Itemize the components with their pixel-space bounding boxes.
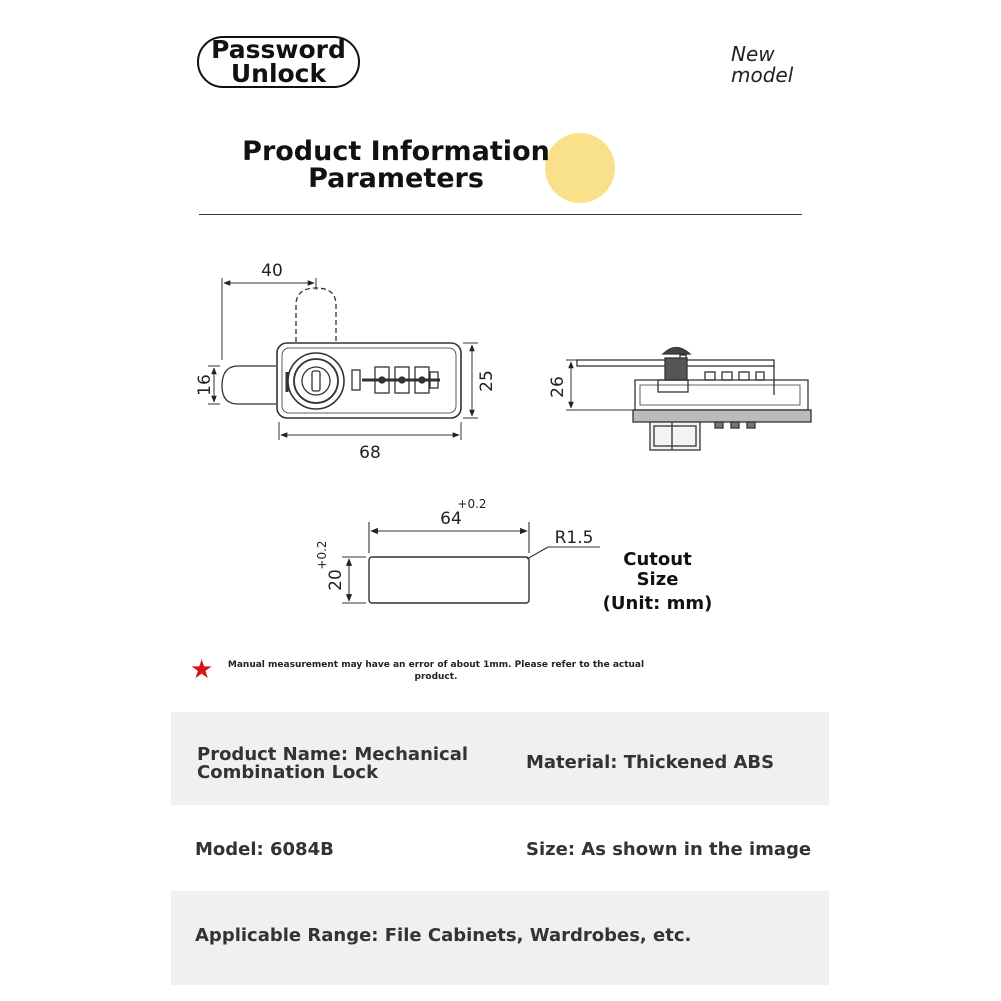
cutout-radius-label: R1.5 xyxy=(554,528,594,548)
dim-height-25: 25 xyxy=(477,370,497,392)
spec-applicable-range: Applicable Range: File Cabinets, Wardrobes, etc. xyxy=(195,925,692,946)
measurement-note: Manual measurement may have an error of about 1mm. Please refer to the actual product. xyxy=(227,660,645,682)
badge-line-1: Password xyxy=(211,35,346,64)
top-view-dimensions xyxy=(208,278,478,440)
cutout-height-20: 20 xyxy=(326,569,346,591)
dim-height-26: 26 xyxy=(548,376,568,398)
lock-top-view xyxy=(222,288,461,418)
section-title-line-1: Product Information xyxy=(242,136,550,167)
spec-product-name-line-2: Combination Lock xyxy=(197,762,379,783)
cutout-caption-line-3: (Unit: mm) xyxy=(602,593,713,614)
cutout-height-tolerance: +0.2 xyxy=(315,540,329,570)
badge-line-2: Unlock xyxy=(230,59,327,88)
spec-product-name-line-1: Product Name: Mechanical xyxy=(197,744,469,765)
new-model-line-1: New xyxy=(731,42,775,66)
dim-length-68: 68 xyxy=(359,443,381,463)
side-view-dimensions xyxy=(566,360,633,410)
cutout-caption xyxy=(590,550,725,614)
section-title-line-2: Parameters xyxy=(308,163,484,194)
dim-width-40: 40 xyxy=(261,261,283,281)
spec-size: Size: As shown in the image xyxy=(526,839,812,860)
new-model-line-2: model xyxy=(731,63,794,87)
cutout-width-64: 64 xyxy=(440,509,462,529)
spec-model: Model: 6084B xyxy=(195,839,334,860)
red-star-icon: ★ xyxy=(190,655,214,685)
spec-product-name xyxy=(197,746,468,782)
lock-side-view xyxy=(577,348,811,451)
dim-height-16: 16 xyxy=(195,374,215,396)
cutout-caption-line-2: Size xyxy=(636,569,679,590)
cutout-width-tolerance: +0.2 xyxy=(457,497,487,511)
cutout-caption-line-1: Cutout xyxy=(623,549,692,570)
spec-material: Material: Thickened ABS xyxy=(526,752,775,773)
